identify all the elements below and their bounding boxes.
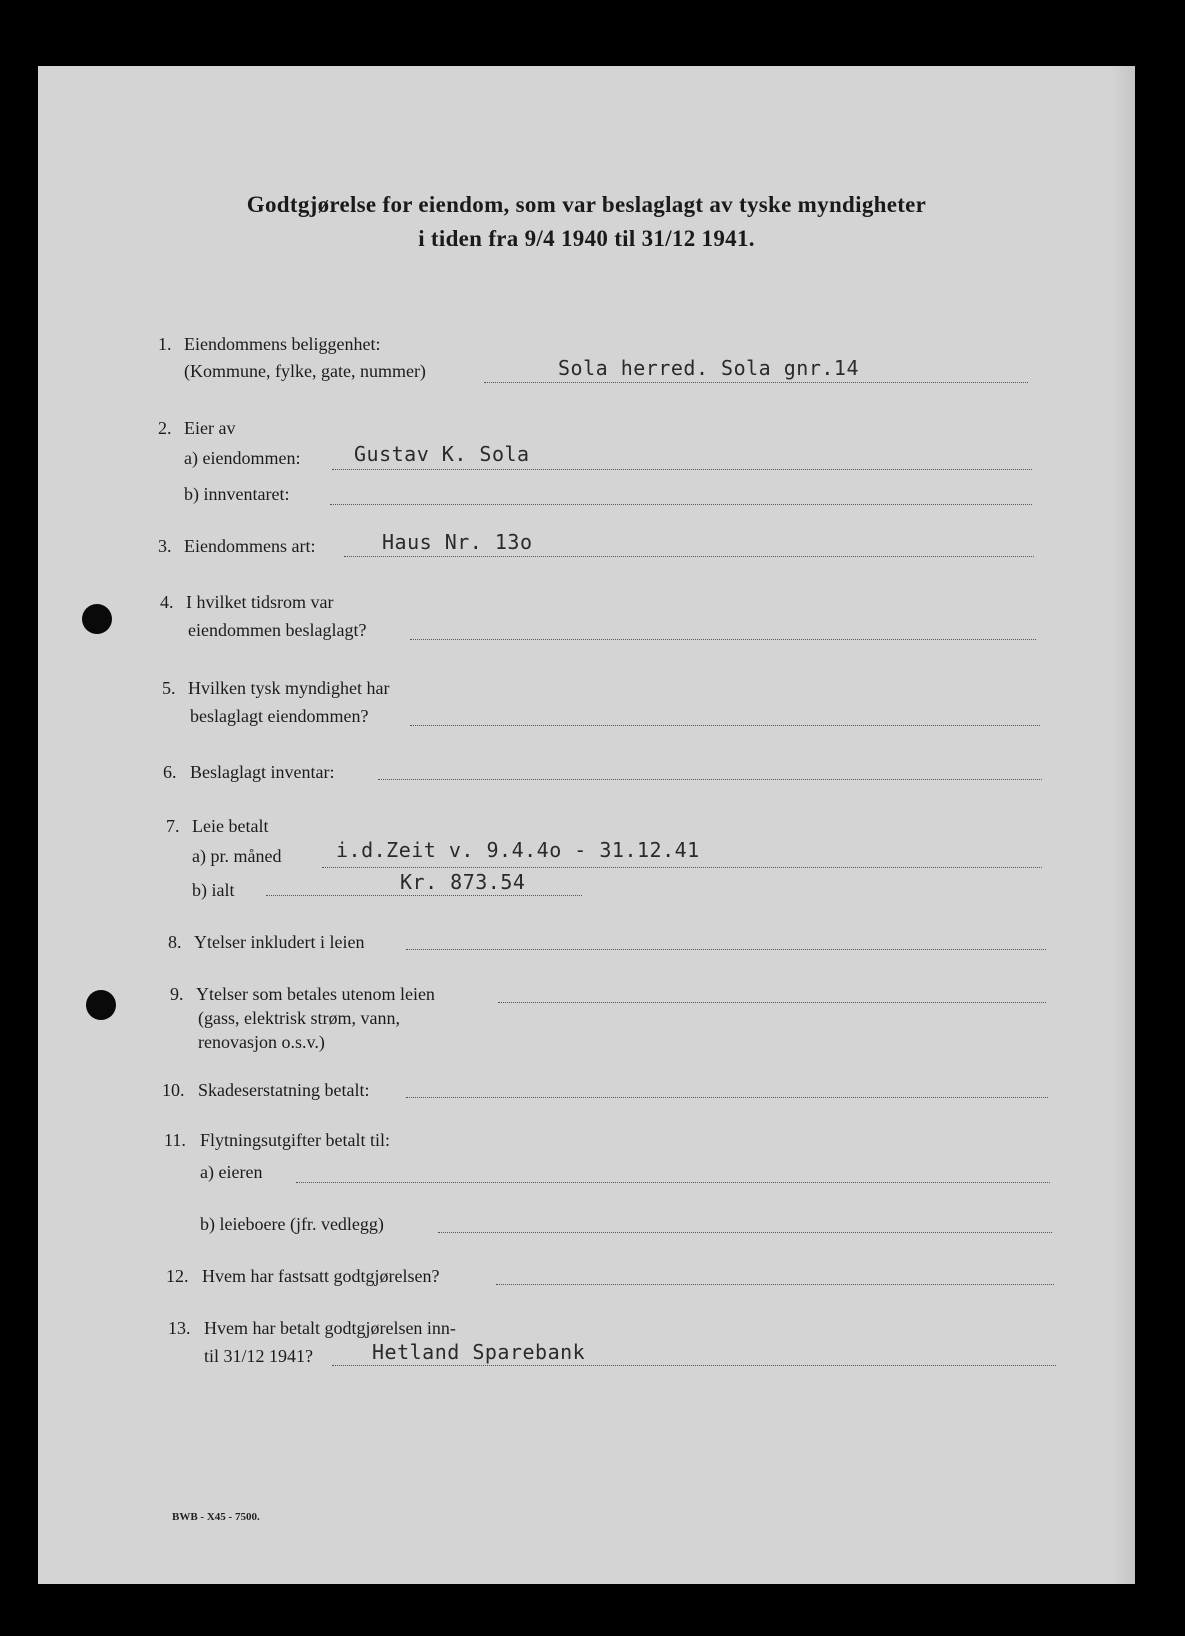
q10-answer-line[interactable] xyxy=(406,1097,1048,1098)
q9-label: Ytelser som betales utenom leien xyxy=(196,984,435,1004)
q12-number: 12. xyxy=(166,1266,189,1286)
q11-number: 11. xyxy=(164,1130,186,1150)
q9-sublabel-2: renovasjon o.s.v.) xyxy=(198,1032,325,1052)
q11-label: Flytningsutgifter betalt til: xyxy=(200,1130,390,1150)
q1-number: 1. xyxy=(158,334,172,354)
q10-number: 10. xyxy=(162,1080,185,1100)
q7a-answer[interactable]: i.d.Zeit v. 9.4.4o - 31.12.41 xyxy=(336,838,700,862)
q11a-label: a) eieren xyxy=(200,1162,263,1182)
q2a-answer[interactable]: Gustav K. Sola xyxy=(354,442,530,466)
form-title-line1: Godtgjørelse for eiendom, som var beslaglagt av tyske myndigheter xyxy=(246,192,927,217)
q7b-answer-line xyxy=(266,895,582,896)
q3-answer-line xyxy=(344,556,1034,557)
q9-sublabel-1: (gass, elektrisk strøm, vann, xyxy=(198,1008,400,1028)
q9-number: 9. xyxy=(170,984,184,1004)
q5-sublabel: beslaglagt eiendommen? xyxy=(190,706,369,726)
q7b-label: b) ialt xyxy=(192,880,235,900)
q13-sublabel: til 31/12 1941? xyxy=(204,1346,313,1366)
q1-answer[interactable]: Sola herred. Sola gnr.14 xyxy=(558,356,859,380)
q6-number: 6. xyxy=(163,762,177,782)
q8-answer-line[interactable] xyxy=(406,949,1046,950)
q6-answer-line[interactable] xyxy=(378,779,1042,780)
q1-sublabel: (Kommune, fylke, gate, nummer) xyxy=(184,361,426,381)
q7-number: 7. xyxy=(166,816,180,836)
q12-label: Hvem har fastsatt godtgjørelsen? xyxy=(202,1266,440,1286)
q2a-label: a) eiendommen: xyxy=(184,448,301,468)
q2b-label: b) innventaret: xyxy=(184,484,290,504)
q4-label: I hvilket tidsrom var xyxy=(186,592,334,612)
q7a-label: a) pr. måned xyxy=(192,846,282,866)
q13-answer[interactable]: Hetland Sparebank xyxy=(372,1340,586,1364)
q4-sublabel: eiendommen beslaglagt? xyxy=(188,620,367,640)
q7a-answer-line xyxy=(322,867,1042,868)
q5-label: Hvilken tysk myndighet har xyxy=(188,678,390,698)
q1-label: Eiendommens beliggenhet: xyxy=(184,334,381,354)
punch-hole-bottom xyxy=(86,990,116,1020)
q2a-answer-line xyxy=(332,469,1032,470)
q3-answer[interactable]: Haus Nr. 13o xyxy=(382,530,533,554)
q7b-answer[interactable]: Kr. 873.54 xyxy=(400,870,526,894)
q3-label: Eiendommens art: xyxy=(184,536,316,556)
punch-hole-top xyxy=(82,604,112,634)
q3-number: 3. xyxy=(158,536,172,556)
q9-answer-line[interactable] xyxy=(498,1002,1046,1003)
form-title-line2: i tiden fra 9/4 1940 til 31/12 1941. xyxy=(418,226,755,251)
q10-label: Skadeserstatning betalt: xyxy=(198,1080,370,1100)
q2b-answer-line[interactable] xyxy=(330,504,1032,505)
q5-number: 5. xyxy=(162,678,176,698)
q8-number: 8. xyxy=(168,932,182,952)
q6-label: Beslaglagt inventar: xyxy=(190,762,335,782)
q4-number: 4. xyxy=(160,592,174,612)
q1-answer-line xyxy=(484,382,1028,383)
q2-number: 2. xyxy=(158,418,172,438)
q13-answer-line xyxy=(332,1365,1056,1366)
q11b-label: b) leieboere (jfr. vedlegg) xyxy=(200,1214,384,1234)
q11b-answer-line[interactable] xyxy=(438,1232,1052,1233)
q12-answer-line[interactable] xyxy=(496,1284,1054,1285)
q5-answer-line[interactable] xyxy=(410,725,1040,726)
q8-label: Ytelser inkludert i leien xyxy=(194,932,365,952)
q4-answer-line[interactable] xyxy=(410,639,1036,640)
q11a-answer-line[interactable] xyxy=(296,1182,1050,1183)
form-sheet xyxy=(38,66,1135,1584)
q7-label: Leie betalt xyxy=(192,816,269,836)
q2-label: Eier av xyxy=(184,418,236,438)
q13-label: Hvem har betalt godtgjørelsen inn- xyxy=(204,1318,456,1338)
q13-number: 13. xyxy=(168,1318,191,1338)
printer-mark: BWB - X45 - 7500. xyxy=(172,1511,260,1523)
